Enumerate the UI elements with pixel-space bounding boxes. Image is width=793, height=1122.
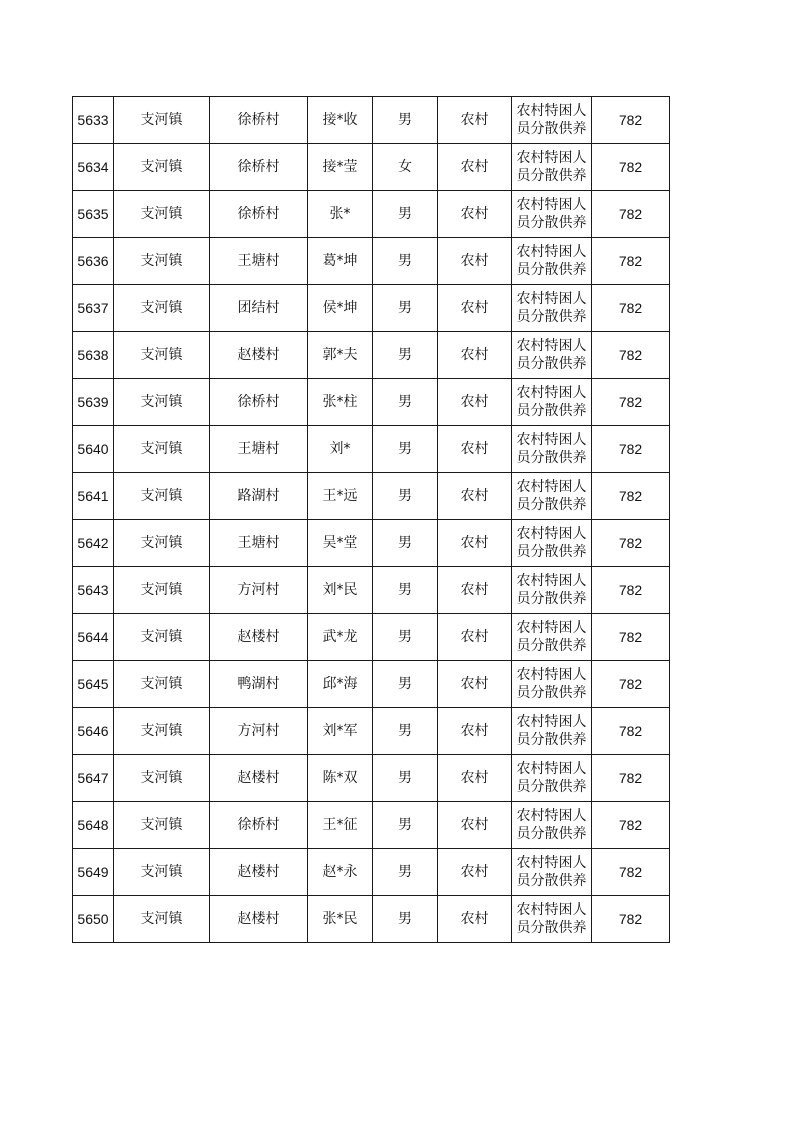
record-id-cell: 5650 — [73, 896, 114, 943]
record-id-cell: 5649 — [73, 849, 114, 896]
category-cell: 农村特困人员分散供养 — [512, 144, 592, 191]
amount-cell: 782 — [592, 473, 670, 520]
category-cell: 农村特困人员分散供养 — [512, 520, 592, 567]
amount-cell: 782 — [592, 755, 670, 802]
gender-cell: 男 — [373, 896, 438, 943]
village-cell: 路湖村 — [210, 473, 308, 520]
name-cell: 葛*坤 — [308, 238, 373, 285]
category-cell: 农村特困人员分散供养 — [512, 567, 592, 614]
category-cell: 农村特困人员分散供养 — [512, 896, 592, 943]
table-row — [73, 238, 670, 285]
record-id-cell: 5643 — [73, 567, 114, 614]
name-cell: 接*莹 — [308, 144, 373, 191]
amount-cell: 782 — [592, 708, 670, 755]
area-cell: 农村 — [438, 473, 512, 520]
town-cell: 支河镇 — [114, 379, 210, 426]
area-cell: 农村 — [438, 426, 512, 473]
area-cell: 农村 — [438, 332, 512, 379]
name-cell: 张*民 — [308, 896, 373, 943]
category-cell: 农村特困人员分散供养 — [512, 849, 592, 896]
village-cell: 王塘村 — [210, 426, 308, 473]
town-cell: 支河镇 — [114, 567, 210, 614]
amount-cell: 782 — [592, 520, 670, 567]
gender-cell: 男 — [373, 238, 438, 285]
name-cell: 张*柱 — [308, 379, 373, 426]
town-cell: 支河镇 — [114, 802, 210, 849]
category-cell: 农村特困人员分散供养 — [512, 97, 592, 144]
town-cell: 支河镇 — [114, 426, 210, 473]
area-cell: 农村 — [438, 849, 512, 896]
town-cell: 支河镇 — [114, 144, 210, 191]
town-cell: 支河镇 — [114, 285, 210, 332]
area-cell: 农村 — [438, 896, 512, 943]
area-cell: 农村 — [438, 661, 512, 708]
name-cell: 陈*双 — [308, 755, 373, 802]
table-row — [73, 144, 670, 191]
record-id-cell: 5648 — [73, 802, 114, 849]
table-row — [73, 614, 670, 661]
village-cell: 方河村 — [210, 708, 308, 755]
roster-table — [72, 96, 670, 943]
record-id-cell: 5640 — [73, 426, 114, 473]
name-cell: 张* — [308, 191, 373, 238]
record-id-cell: 5644 — [73, 614, 114, 661]
name-cell: 王*远 — [308, 473, 373, 520]
gender-cell: 男 — [373, 708, 438, 755]
gender-cell: 女 — [373, 144, 438, 191]
area-cell: 农村 — [438, 614, 512, 661]
town-cell: 支河镇 — [114, 191, 210, 238]
name-cell: 赵*永 — [308, 849, 373, 896]
town-cell: 支河镇 — [114, 332, 210, 379]
record-id-cell: 5645 — [73, 661, 114, 708]
amount-cell: 782 — [592, 896, 670, 943]
amount-cell: 782 — [592, 285, 670, 332]
town-cell: 支河镇 — [114, 849, 210, 896]
record-id-cell: 5638 — [73, 332, 114, 379]
gender-cell: 男 — [373, 285, 438, 332]
gender-cell: 男 — [373, 802, 438, 849]
table-row — [73, 849, 670, 896]
category-cell: 农村特困人员分散供养 — [512, 708, 592, 755]
category-cell: 农村特困人员分散供养 — [512, 191, 592, 238]
table-row — [73, 285, 670, 332]
village-cell: 徐桥村 — [210, 802, 308, 849]
amount-cell: 782 — [592, 97, 670, 144]
table-row — [73, 755, 670, 802]
category-cell: 农村特困人员分散供养 — [512, 755, 592, 802]
area-cell: 农村 — [438, 379, 512, 426]
gender-cell: 男 — [373, 661, 438, 708]
record-id-cell: 5636 — [73, 238, 114, 285]
category-cell: 农村特困人员分散供养 — [512, 379, 592, 426]
name-cell: 刘*民 — [308, 567, 373, 614]
town-cell: 支河镇 — [114, 473, 210, 520]
table-row — [73, 520, 670, 567]
gender-cell: 男 — [373, 97, 438, 144]
name-cell: 王*征 — [308, 802, 373, 849]
amount-cell: 782 — [592, 238, 670, 285]
area-cell: 农村 — [438, 238, 512, 285]
village-cell: 赵楼村 — [210, 755, 308, 802]
record-id-cell: 5646 — [73, 708, 114, 755]
category-cell: 农村特困人员分散供养 — [512, 473, 592, 520]
table-row — [73, 191, 670, 238]
gender-cell: 男 — [373, 473, 438, 520]
village-cell: 鸭湖村 — [210, 661, 308, 708]
amount-cell: 782 — [592, 191, 670, 238]
table-row — [73, 426, 670, 473]
area-cell: 农村 — [438, 755, 512, 802]
gender-cell: 男 — [373, 191, 438, 238]
name-cell: 武*龙 — [308, 614, 373, 661]
category-cell: 农村特困人员分散供养 — [512, 661, 592, 708]
gender-cell: 男 — [373, 426, 438, 473]
table-row — [73, 896, 670, 943]
category-cell: 农村特困人员分散供养 — [512, 426, 592, 473]
area-cell: 农村 — [438, 567, 512, 614]
record-id-cell: 5639 — [73, 379, 114, 426]
name-cell: 刘* — [308, 426, 373, 473]
gender-cell: 男 — [373, 755, 438, 802]
record-id-cell: 5633 — [73, 97, 114, 144]
table-row — [73, 708, 670, 755]
village-cell: 王塘村 — [210, 520, 308, 567]
amount-cell: 782 — [592, 849, 670, 896]
name-cell: 接*收 — [308, 97, 373, 144]
village-cell: 赵楼村 — [210, 896, 308, 943]
name-cell: 邱*海 — [308, 661, 373, 708]
gender-cell: 男 — [373, 849, 438, 896]
table-row — [73, 802, 670, 849]
table-row — [73, 567, 670, 614]
area-cell: 农村 — [438, 97, 512, 144]
village-cell: 赵楼村 — [210, 332, 308, 379]
gender-cell: 男 — [373, 332, 438, 379]
area-cell: 农村 — [438, 520, 512, 567]
amount-cell: 782 — [592, 614, 670, 661]
area-cell: 农村 — [438, 802, 512, 849]
area-cell: 农村 — [438, 285, 512, 332]
record-id-cell: 5635 — [73, 191, 114, 238]
table-row — [73, 473, 670, 520]
village-cell: 徐桥村 — [210, 97, 308, 144]
name-cell: 刘*军 — [308, 708, 373, 755]
gender-cell: 男 — [373, 567, 438, 614]
village-cell: 赵楼村 — [210, 614, 308, 661]
record-id-cell: 5647 — [73, 755, 114, 802]
amount-cell: 782 — [592, 802, 670, 849]
village-cell: 徐桥村 — [210, 144, 308, 191]
name-cell: 郭*夫 — [308, 332, 373, 379]
record-id-cell: 5642 — [73, 520, 114, 567]
village-cell: 方河村 — [210, 567, 308, 614]
category-cell: 农村特困人员分散供养 — [512, 332, 592, 379]
amount-cell: 782 — [592, 661, 670, 708]
gender-cell: 男 — [373, 379, 438, 426]
amount-cell: 782 — [592, 332, 670, 379]
town-cell: 支河镇 — [114, 97, 210, 144]
town-cell: 支河镇 — [114, 520, 210, 567]
table-row — [73, 661, 670, 708]
town-cell: 支河镇 — [114, 238, 210, 285]
category-cell: 农村特困人员分散供养 — [512, 285, 592, 332]
table-row — [73, 379, 670, 426]
village-cell: 徐桥村 — [210, 379, 308, 426]
name-cell: 吴*堂 — [308, 520, 373, 567]
town-cell: 支河镇 — [114, 755, 210, 802]
village-cell: 王塘村 — [210, 238, 308, 285]
town-cell: 支河镇 — [114, 708, 210, 755]
area-cell: 农村 — [438, 191, 512, 238]
area-cell: 农村 — [438, 708, 512, 755]
village-cell: 赵楼村 — [210, 849, 308, 896]
category-cell: 农村特困人员分散供养 — [512, 238, 592, 285]
village-cell: 徐桥村 — [210, 191, 308, 238]
amount-cell: 782 — [592, 567, 670, 614]
record-id-cell: 5634 — [73, 144, 114, 191]
category-cell: 农村特困人员分散供养 — [512, 802, 592, 849]
area-cell: 农村 — [438, 144, 512, 191]
amount-cell: 782 — [592, 426, 670, 473]
amount-cell: 782 — [592, 144, 670, 191]
town-cell: 支河镇 — [114, 896, 210, 943]
name-cell: 侯*坤 — [308, 285, 373, 332]
record-id-cell: 5641 — [73, 473, 114, 520]
gender-cell: 男 — [373, 520, 438, 567]
town-cell: 支河镇 — [114, 661, 210, 708]
category-cell: 农村特困人员分散供养 — [512, 614, 592, 661]
table-row — [73, 97, 670, 144]
town-cell: 支河镇 — [114, 614, 210, 661]
table-row — [73, 332, 670, 379]
gender-cell: 男 — [373, 614, 438, 661]
record-id-cell: 5637 — [73, 285, 114, 332]
village-cell: 团结村 — [210, 285, 308, 332]
roster-body — [73, 97, 670, 943]
amount-cell: 782 — [592, 379, 670, 426]
